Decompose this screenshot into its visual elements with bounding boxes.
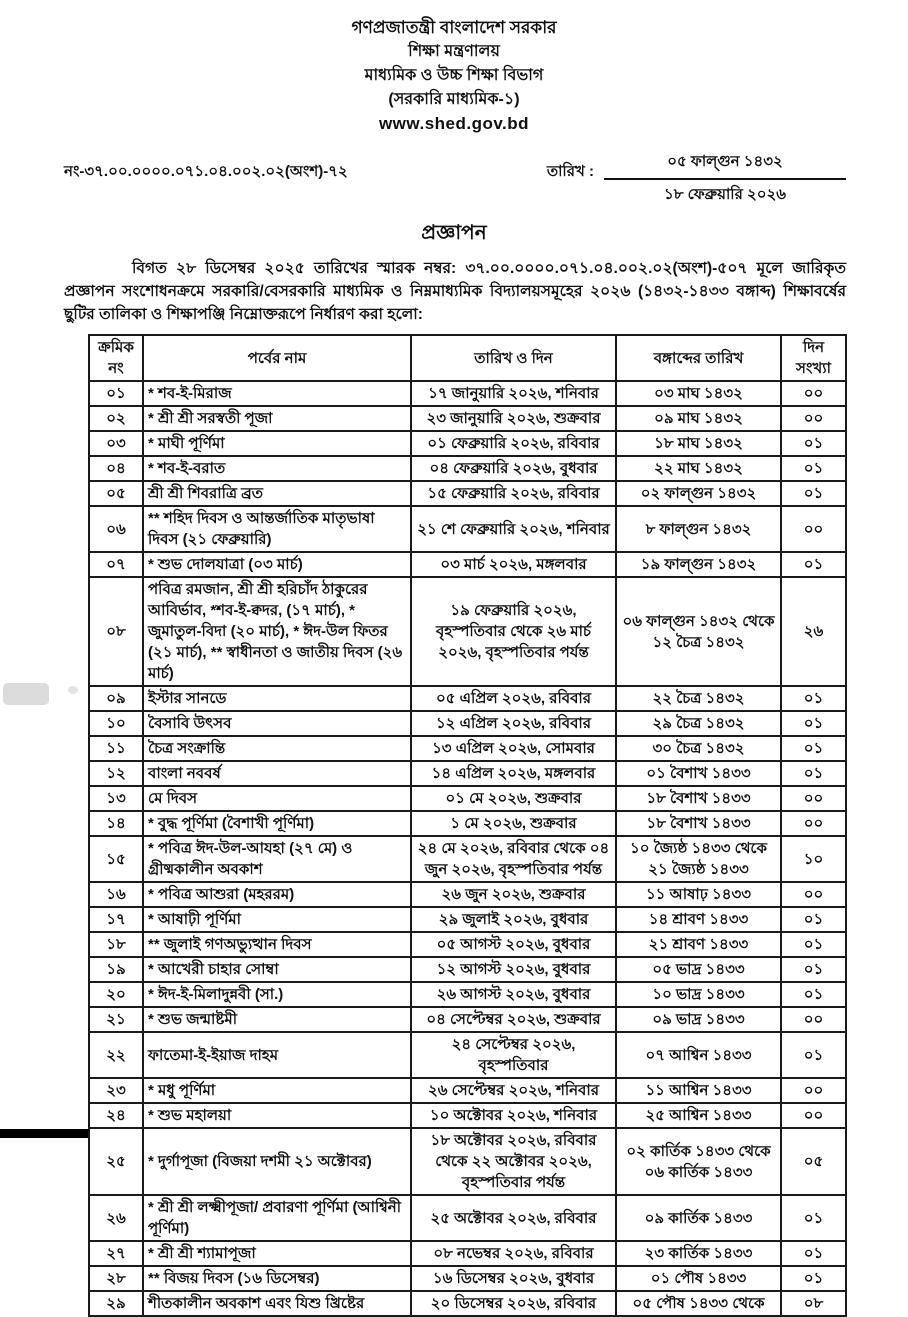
cell-name: শ্রী শ্রী শিবরাত্রি ব্রত [143, 481, 411, 506]
cell-bn_date: ১১ আশ্বিন ১৪৩৩ [616, 1078, 781, 1103]
cell-name: * শ্রী শ্রী লক্ষ্মীপূজা/ প্রবারণা পূর্ণিমা (আশ্বিনী পূর্ণিমা) [143, 1195, 411, 1241]
cell-sl: ২০ [89, 982, 143, 1007]
cell-date: ২৬ জুন ২০২৬, শুক্রবার [411, 882, 616, 907]
header-row [89, 335, 846, 381]
cell-date: ০৮ নভেম্বর ২০২৬, রবিবার [411, 1241, 616, 1266]
cell-bn_date: ০১ বৈশাখ ১৪৩৩ [616, 761, 781, 786]
cell-bn_date: ১৪ শ্রাবণ ১৪৩৩ [616, 907, 781, 932]
cell-date: ২৫ অক্টোবর ২০২৬, রবিবার [411, 1195, 616, 1241]
table-row [89, 711, 846, 736]
cell-sl: ১০ [89, 711, 143, 736]
cell-sl: ১৩ [89, 786, 143, 811]
scan-smudge-artifact [3, 683, 49, 705]
scan-dot-artifact [68, 686, 78, 694]
scan-corner-bar-artifact [0, 1129, 88, 1138]
cell-sl: ০৮ [89, 577, 143, 686]
cell-date: ১৭ জানুয়ারি ২০২৬, শনিবার [411, 381, 616, 406]
cell-name: ফাতেমা-ই-ইয়াজ দাহম [143, 1032, 411, 1078]
cell-days: ০১ [781, 1195, 846, 1241]
table-row [89, 1032, 846, 1078]
website-url: www.shed.gov.bd [378, 114, 530, 133]
cell-date: ১৯ ফেব্রুয়ারি ২০২৬, বৃহস্পতিবার থেকে ২৬ মার্চ ২০২৬, বৃহস্পতিবার পর্যন্ত [411, 577, 616, 686]
cell-sl: ২৮ [89, 1266, 143, 1291]
table-row [89, 1103, 846, 1128]
cell-sl: ০৩ [89, 431, 143, 456]
cell-days: ০০ [781, 506, 846, 552]
cell-days: ০০ [781, 1103, 846, 1128]
date-gregorian: ১৮ ফেব্রুয়ারি ২০২৬ [663, 186, 787, 203]
cell-bn_date: ০৬ ফাল্গুন ১৪৩২ থেকে ১২ চৈত্র ১৪৩২ [616, 577, 781, 686]
cell-name: * শ্রী শ্রী শ্যামাপূজা [143, 1241, 411, 1266]
cell-name: * শব-ই-মিরাজ [143, 381, 411, 406]
cell-sl: ১৭ [89, 907, 143, 932]
cell-date: ২০ ডিসেম্বর ২০২৬, রবিবার [411, 1291, 616, 1316]
cell-sl: ২৪ [89, 1103, 143, 1128]
cell-date: ১৫ ফেব্রুয়ারি ২০২৬, রবিবার [411, 481, 616, 506]
table-row [89, 761, 846, 786]
cell-days: ০১ [781, 957, 846, 982]
cell-sl: ২১ [89, 1007, 143, 1032]
cell-sl: ০৪ [89, 456, 143, 481]
memo-row [64, 150, 846, 208]
table-row [89, 481, 846, 506]
cell-sl: ২৩ [89, 1078, 143, 1103]
cell-days: ০১ [781, 552, 846, 577]
cell-name: শীতকালীন অবকাশ এবং যিশু খ্রিষ্টের [143, 1291, 411, 1316]
cell-sl: ২২ [89, 1032, 143, 1078]
cell-name: * শব-ই-বরাত [143, 456, 411, 481]
cell-date: ০৫ আগস্ট ২০২৬, বুধবার [411, 932, 616, 957]
cell-date: ২৬ আগস্ট ২০২৬, বুধবার [411, 982, 616, 1007]
cell-name: * মাঘী পূর্ণিমা [143, 431, 411, 456]
cell-date: ১২ এপ্রিল ২০২৬, রবিবার [411, 711, 616, 736]
cell-name: * শুভ মহালয়া [143, 1103, 411, 1128]
cell-bn_date: ০৩ মাঘ ১৪৩২ [616, 381, 781, 406]
table-row [89, 907, 846, 932]
cell-sl: ১১ [89, 736, 143, 761]
cell-days: ০১ [781, 481, 846, 506]
letterhead [0, 0, 908, 136]
cell-days: ০১ [781, 761, 846, 786]
cell-sl: ০৯ [89, 686, 143, 711]
cell-name: বৈসাবি উৎসব [143, 711, 411, 736]
cell-bn_date: ২২ চৈত্র ১৪৩২ [616, 686, 781, 711]
cell-sl: ০৫ [89, 481, 143, 506]
cell-date: ০১ মে ২০২৬, শুক্রবার [411, 786, 616, 811]
cell-date: ০৪ ফেব্রুয়ারি ২০২৬, বুধবার [411, 456, 616, 481]
cell-days: ০১ [781, 1266, 846, 1291]
cell-sl: ০৭ [89, 552, 143, 577]
cell-name: ইস্টার সানডে [143, 686, 411, 711]
cell-name: ** শহিদ দিবস ও আন্তর্জাতিক মাতৃভাষা দিবস (২১ ফেব্রুয়ারি) [143, 506, 411, 552]
cell-days: ০৮ [781, 1291, 846, 1316]
cell-days: ০১ [781, 1032, 846, 1078]
cell-sl: ২৯ [89, 1291, 143, 1316]
cell-name: * শুভ জন্মাষ্টমী [143, 1007, 411, 1032]
cell-date: ০৫ এপ্রিল ২০২৬, রবিবার [411, 686, 616, 711]
body-paragraph: বিগত ২৮ ডিসেম্বর ২০২৫ তারিখের স্মারক নম্বর: ৩৭.০০.০০০০.০৭১.০৪.০০২.০২(অংশ)-৫০৭ মূলে জারিকৃত প্রজ্ঞাপন সংশোধনক্রমে সরকারি/বেসরকারি মাধ্যমিক ও নিম্নমাধ্যমিক বিদ্যালয়সমূহের ২০২৬ (১৪৩২-১৪৩৩ বঙ্গাব্দ) শিক্ষাবর্ষের ছুটির তালিকা ও শিক্ষাপঞ্জি নিম্নোক্তরূপে নির্ধারণ করা হলো: [64, 260, 846, 323]
cell-days: ০৫ [781, 1128, 846, 1195]
cell-name: চৈত্র সংক্রান্তি [143, 736, 411, 761]
cell-sl: ০২ [89, 406, 143, 431]
cell-days: ০১ [781, 456, 846, 481]
table-row [89, 506, 846, 552]
cell-bn_date: ৮ ফাল্গুন ১৪৩২ [616, 506, 781, 552]
cell-days: ০১ [781, 1241, 846, 1266]
ministry-name: শিক্ষা মন্ত্রণালয় [408, 43, 500, 60]
cell-days: ১০ [781, 836, 846, 882]
col-header-date: তারিখ ও দিন [411, 335, 616, 381]
table-row [89, 1241, 846, 1266]
cell-date: ০৪ সেপ্টেম্বর ২০২৬, শুক্রবার [411, 1007, 616, 1032]
cell-bn_date: ২৩ কার্তিক ১৪৩৩ [616, 1241, 781, 1266]
cell-name: * বুদ্ধ পূর্ণিমা (বৈশাখী পূর্ণিমা) [143, 811, 411, 836]
cell-date: ১৮ অক্টোবর ২০২৬, রবিবার থেকে ২২ অক্টোবর ২০২৬, বৃহস্পতিবার পর্যন্ত [411, 1128, 616, 1195]
cell-date: ১৩ এপ্রিল ২০২৬, সোমবার [411, 736, 616, 761]
col-header-name: পর্বের নাম [143, 335, 411, 381]
cell-sl: ১৯ [89, 957, 143, 982]
cell-date: ১০ অক্টোবর ২০২৬, শনিবার [411, 1103, 616, 1128]
table-row [89, 406, 846, 431]
cell-bn_date: ০২ ফাল্গুন ১৪৩২ [616, 481, 781, 506]
cell-bn_date: ২৯ চৈত্র ১৪৩২ [616, 711, 781, 736]
cell-bn_date: ০২ কার্তিক ১৪৩৩ থেকে ০৬ কার্তিক ১৪৩৩ [616, 1128, 781, 1195]
cell-bn_date: ২১ শ্রাবণ ১৪৩৩ [616, 932, 781, 957]
cell-bn_date: ০৫ পৌষ ১৪৩৩ থেকে [616, 1291, 781, 1316]
table-row [89, 577, 846, 686]
cell-bn_date: ০৯ কার্তিক ১৪৩৩ [616, 1195, 781, 1241]
memo-number: নং-৩৭.০০.০০০০.০৭১.০৪.০০২.০২(অংশ)-৭২ [64, 163, 348, 180]
col-header-bangla-date: বঙ্গাব্দের তারিখ [616, 335, 781, 381]
table-row [89, 1195, 846, 1241]
table-row [89, 1266, 846, 1291]
date-label: তারিখ : [546, 163, 594, 180]
table-row [89, 932, 846, 957]
cell-name: * পবিত্র আশুরা (মহররম) [143, 882, 411, 907]
cell-date: ১৪ এপ্রিল ২০২৬, মঙ্গলবার [411, 761, 616, 786]
table-row [89, 882, 846, 907]
cell-days: ০১ [781, 711, 846, 736]
cell-sl: ০১ [89, 381, 143, 406]
cell-days: ০০ [781, 786, 846, 811]
cell-days: ০১ [781, 431, 846, 456]
cell-bn_date: ০১ পৌষ ১৪৩৩ [616, 1266, 781, 1291]
cell-sl: ০৬ [89, 506, 143, 552]
cell-bn_date: ২৫ আশ্বিন ১৪৩৩ [616, 1103, 781, 1128]
holiday-table-body [89, 381, 846, 1316]
cell-sl: ১৬ [89, 882, 143, 907]
cell-date: ১৬ ডিসেম্বর ২০২৬, বুধবার [411, 1266, 616, 1291]
cell-name: * পবিত্র ঈদ-উল-আযহা (২৭ মে) ও গ্রীষ্মকালীন অবকাশ [143, 836, 411, 882]
cell-days: ০০ [781, 811, 846, 836]
cell-days: ০১ [781, 932, 846, 957]
cell-bn_date: ১১ আষাঢ় ১৪৩৩ [616, 882, 781, 907]
table-row [89, 786, 846, 811]
cell-days: ০১ [781, 736, 846, 761]
cell-bn_date: ১৮ মাঘ ১৪৩২ [616, 431, 781, 456]
cell-sl: ২৭ [89, 1241, 143, 1266]
government-name: গণপ্রজাতন্ত্রী বাংলাদেশ সরকার [351, 18, 557, 37]
cell-bn_date: ৩০ চৈত্র ১৪৩২ [616, 736, 781, 761]
table-row [89, 552, 846, 577]
cell-name: * ঈদ-ই-মিলাদুন্নবী (সা.) [143, 982, 411, 1007]
cell-name: * শুভ দোলযাত্রা (০৩ মার্চ) [143, 552, 411, 577]
page-title: প্রজ্ঞাপন [421, 222, 487, 244]
holiday-table [88, 334, 847, 1317]
cell-days: ০০ [781, 406, 846, 431]
cell-name: * শ্রী শ্রী সরস্বতী পূজা [143, 406, 411, 431]
cell-bn_date: ০৫ ভাদ্র ১৪৩৩ [616, 957, 781, 982]
cell-bn_date: ০৭ আশ্বিন ১৪৩৩ [616, 1032, 781, 1078]
table-row [89, 686, 846, 711]
cell-bn_date: ২২ মাঘ ১৪৩২ [616, 456, 781, 481]
cell-sl: ২৬ [89, 1195, 143, 1241]
cell-date: ০১ ফেব্রুয়ারি ২০২৬, রবিবার [411, 431, 616, 456]
cell-date: ২৪ সেপ্টেম্বর ২০২৬, বৃহস্পতিবার [411, 1032, 616, 1078]
cell-date: ০৩ মার্চ ২০২৬, মঙ্গলবার [411, 552, 616, 577]
cell-name: বাংলা নববর্ষ [143, 761, 411, 786]
date-stack [604, 150, 846, 208]
cell-name: * আষাঢ়ী পূর্ণিমা [143, 907, 411, 932]
table-row [89, 431, 846, 456]
cell-name: * আখেরী চাহার সোম্বা [143, 957, 411, 982]
cell-bn_date: ০৯ মাঘ ১৪৩২ [616, 406, 781, 431]
table-row [89, 1128, 846, 1195]
cell-date: ২৩ জানুয়ারি ২০২৬, শুক্রবার [411, 406, 616, 431]
date-bangla: ০৫ ফাল্গুন ১৪৩২ [604, 150, 846, 180]
cell-sl: ১২ [89, 761, 143, 786]
table-row [89, 1007, 846, 1032]
cell-date: ১২ আগস্ট ২০২৬, বুধবার [411, 957, 616, 982]
cell-days: ০০ [781, 1078, 846, 1103]
cell-days: ০১ [781, 982, 846, 1007]
cell-days: ০০ [781, 1007, 846, 1032]
cell-sl: ২৫ [89, 1128, 143, 1195]
cell-days: ০১ [781, 907, 846, 932]
cell-days: ২৬ [781, 577, 846, 686]
cell-date: ২৪ মে ২০২৬, রবিবার থেকে ০৪ জুন ২০২৬, বৃহস্পতিবার পর্যন্ত [411, 836, 616, 882]
cell-name: * মধু পূর্ণিমা [143, 1078, 411, 1103]
cell-date: ২৯ জুলাই ২০২৬, বুধবার [411, 907, 616, 932]
date-block [547, 150, 846, 208]
cell-date: ২১ শে ফেব্রুয়ারি ২০২৬, শনিবার [411, 506, 616, 552]
cell-bn_date: ১৯ ফাল্গুন ১৪৩২ [616, 552, 781, 577]
col-header-serial: ক্রমিক নং [89, 335, 143, 381]
cell-sl: ১৪ [89, 811, 143, 836]
cell-name: ** জুলাই গণঅভ্যুত্থান দিবস [143, 932, 411, 957]
cell-days: ০০ [781, 882, 846, 907]
cell-name: পবিত্র রমজান, শ্রী শ্রী হরিচাঁদ ঠাকুরের আবির্ভাব, *শব-ই-ক্বদর, (১৭ মার্চ), * জুমাতুল-বিদা (২০ মার্চ), * ঈদ-উল ফিতর (২১ মার্চ), ** স্বাধীনতা ও জাতীয় দিবস (২৬ মার্চ) [143, 577, 411, 686]
cell-name: ** বিজয় দিবস (১৬ ডিসেম্বর) [143, 1266, 411, 1291]
cell-bn_date: ১৮ বৈশাখ ১৪৩৩ [616, 811, 781, 836]
section-name: (সরকারি মাধ্যমিক-১) [388, 91, 520, 108]
table-row [89, 381, 846, 406]
cell-bn_date: ১০ জ্যৈষ্ঠ ১৪৩৩ থেকে ২১ জ্যৈষ্ঠ ১৪৩৩ [616, 836, 781, 882]
col-header-days: দিন সংখ্যা [781, 335, 846, 381]
cell-bn_date: ১৮ বৈশাখ ১৪৩৩ [616, 786, 781, 811]
table-row [89, 1078, 846, 1103]
table-row [89, 982, 846, 1007]
cell-name: মে দিবস [143, 786, 411, 811]
table-row [89, 736, 846, 761]
cell-date: ২৬ সেপ্টেম্বর ২০২৬, শনিবার [411, 1078, 616, 1103]
table-row [89, 811, 846, 836]
division-name: মাধ্যমিক ও উচ্চ শিক্ষা বিভাগ [364, 67, 544, 84]
cell-sl: ১৮ [89, 932, 143, 957]
cell-bn_date: ০৯ ভাদ্র ১৪৩৩ [616, 1007, 781, 1032]
holiday-table-header [89, 335, 846, 381]
table-row [89, 456, 846, 481]
cell-name: * দুর্গাপূজা (বিজয়া দশমী ২১ অক্টোবর) [143, 1128, 411, 1195]
cell-days: ০০ [781, 381, 846, 406]
cell-bn_date: ১০ ভাদ্র ১৪৩৩ [616, 982, 781, 1007]
cell-days: ০১ [781, 686, 846, 711]
table-row [89, 957, 846, 982]
cell-date: ১ মে ২০২৬, শুক্রবার [411, 811, 616, 836]
table-row [89, 836, 846, 882]
table-row [89, 1291, 846, 1316]
cell-sl: ১৫ [89, 836, 143, 882]
